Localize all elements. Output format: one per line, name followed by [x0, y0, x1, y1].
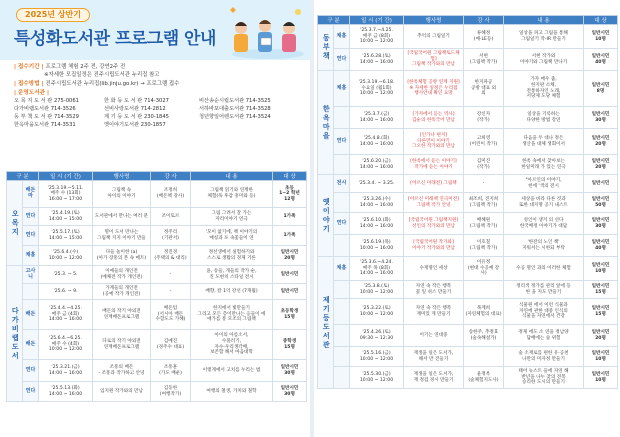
table-row	[7, 300, 307, 330]
table-row	[318, 49, 618, 71]
col-header-lecturer: 강 사	[464, 16, 504, 25]
table-row	[318, 107, 618, 129]
library-type-cell: 채흠	[334, 25, 350, 49]
table-row	[318, 299, 618, 325]
content-cell: 한옥 속에서 찾아보는 한일미래 가 있는 연극	[504, 155, 584, 175]
title-cell: [어르신 미래책 연극미전] 그림책 작가 안녕	[404, 193, 464, 213]
library-item: 비산송순시립도서관 714-3525	[199, 98, 271, 104]
content-cell: "아르인의 이야기, 헌에 '색의 전시	[504, 175, 584, 193]
date-cell: '25.3.19.~6.18. 수요일 (월1회) 10:00 ~ 12:00	[350, 71, 404, 107]
page-title: 특성화도서관 프로그램 안내	[14, 29, 216, 49]
target-cell: 일반시민 20명	[584, 155, 618, 175]
library-type-cell	[334, 155, 350, 175]
library-type-cell: 채흠	[334, 257, 350, 281]
date-cell: '25.3.6.~4.24. 매주 목 (8회) 14:00 ~ 16:00	[350, 257, 404, 281]
title-cell: 도서관에서 만나는 여러 분	[93, 208, 151, 226]
library-item: 선비사랑도서관 714-2812	[104, 106, 166, 112]
target-cell: 일반시민	[273, 284, 307, 300]
table-row	[318, 367, 618, 389]
date-cell: '25.6.4.~6.25. 매주 수 (4회) 10:00 ~ 12:00	[39, 330, 93, 360]
registration-period-heading: | 접수기간 | 프로그램 체험 2주 전, 강연2주 전	[14, 64, 126, 70]
table-row	[7, 226, 307, 246]
table-row	[318, 235, 618, 257]
date-cell: '25.3.21.(금) 14:00 ~ 16:00	[39, 360, 93, 382]
lecturer-cell: 이호칠 (그림책 작가)	[464, 235, 504, 257]
category-cell: 한옥마을	[318, 71, 334, 175]
title-cell: 조흥의 배돈 - 조흥과 작가하고 안녕	[93, 360, 151, 382]
content-cell: '모이 없기에, 책 이야기의 매칭과 포 속꽃들이 연	[191, 226, 273, 246]
table-row	[318, 155, 618, 175]
date-cell: '25.4.19.(토) 14:00 ~ 15:00	[39, 208, 93, 226]
library-type-cell	[334, 235, 350, 257]
title-cell: 자연 속 작은 행복 재미있 게 만들기	[404, 299, 464, 325]
lecturer-cell: 서현 (그림책 작가)	[464, 49, 504, 71]
table-row	[318, 25, 618, 49]
info-section	[14, 62, 304, 129]
library-type-cell	[23, 284, 39, 300]
date-cell: '25.4.4.~4.25. 매주 금 (4회) 14:00 ~ 16:00	[39, 300, 93, 330]
library-type-cell: 고사니	[23, 266, 39, 284]
table-row	[318, 257, 618, 281]
library-type-cell: 전시	[334, 175, 350, 193]
table-row	[318, 213, 618, 235]
library-type-cell: 연다	[23, 382, 39, 402]
col-header-lecturer: 강 사	[151, 172, 191, 181]
content-cell: 이렇게에서 고치를 누리는 법	[191, 360, 273, 382]
target-cell: 일반시민 30명	[273, 360, 307, 382]
table-row	[7, 284, 307, 300]
target-cell: 일반시민 15명	[584, 281, 618, 299]
content-cell: 여행의 철생, 가치와 철학	[191, 382, 273, 402]
date-cell: '25.6.28.(토) 14:00 ~ 16:00	[350, 49, 404, 71]
table-row	[318, 71, 618, 107]
table-row	[318, 347, 618, 367]
lecturer-cell: 한지파공 공방 대표 외 외	[464, 71, 504, 107]
title-cell: 배돈의 작기 야외전 연계배돈프로그램	[93, 300, 151, 330]
target-cell: 일반시민 20명	[273, 246, 307, 266]
lecturer-cell: 송한주, 추정효 (숲속해설가)	[464, 325, 504, 347]
target-cell: 초등 1~2 학년 12명	[273, 181, 307, 208]
col-header-content: 내 용	[504, 16, 584, 25]
lecturer-cell: 류혜정 (예·LE등)	[464, 25, 504, 49]
lecturer-cell: 정진경 (주택의 & 대리)	[151, 246, 191, 266]
library-item	[199, 121, 304, 129]
lecturer-cell: -	[464, 175, 504, 193]
library-type-cell	[334, 107, 350, 129]
content-cell: 세상을 바라 다른 것과 또한 대지명 공기 내스트	[504, 193, 584, 213]
library-type-cell	[334, 325, 350, 347]
title-cell: [한옥체험 공방 연계 지원] ※ 자세한 일정은 누리집 행사안내 확인 요망	[404, 71, 464, 107]
content-cell: '한잔의 노인 책' 지워서는 시한되 부탁	[504, 235, 584, 257]
target-cell: 일반시민 10명	[584, 257, 618, 281]
lecturer-cell: -	[151, 266, 191, 284]
library-type-cell: 배돈	[23, 300, 39, 330]
left-program-table	[6, 171, 307, 402]
title-cell: [한옥에서 듣는 이야기] 작가에 듣는 이야기	[404, 155, 464, 175]
content-cell: 성인이 생겨 의 선다 한국배정 이야기가 대담	[504, 213, 584, 235]
content-cell: 그림 그려서 잘 가는 자리이야기 연극	[191, 208, 273, 226]
registration-note: ※자세한 모집일정은 진주시립도서관 누리집 참고	[44, 72, 160, 78]
table-row	[7, 266, 307, 284]
library-item: 오 목 지 도 서 관 275-0061	[14, 98, 79, 104]
library-type-cell: 연다	[23, 208, 39, 226]
library-type-cell: 채흠	[23, 246, 39, 266]
content-cell: 가자 매우 줌, 한지판 소채, 전통하자인 노래, 서당제 도당 체험	[504, 71, 584, 107]
lecturer-cell: 배돈텀 (서시아 배돈 수할도도 가혜)	[151, 300, 191, 330]
date-cell: '25.3. ~ 5.	[39, 266, 93, 284]
title-cell: 추억의 그림일기	[404, 25, 464, 49]
col-header-target: 대 상	[584, 16, 618, 25]
right-page	[314, 0, 620, 437]
table-row	[7, 360, 307, 382]
library-type-cell: 연다	[334, 49, 350, 71]
content-cell: 태어 뉴스트 들에 자연 해 반년을 나누 찾의 전복 승리한 도시의 만들기	[504, 367, 584, 389]
category-cell: 다가비랩도서	[7, 266, 23, 402]
date-cell: '25.3.8.(토) 10:00 ~ 12:00	[350, 281, 404, 299]
table-row	[318, 175, 618, 193]
lecturer-cell: 김예진 (경주수 대표)	[151, 330, 191, 360]
title-cell: 가계들의 개인전 (공예 작가 개인전)	[93, 284, 151, 300]
date-cell: '25.6.19.(목) 10:00 ~ 16:00	[350, 235, 404, 257]
table-row	[7, 246, 307, 266]
content-cell: 다음을 두 대나 정은 생산을 대체 생회이서	[504, 129, 584, 155]
table-row	[7, 382, 307, 402]
title-cell: [어르신 미래전] 그림책	[404, 175, 464, 193]
library-type-cell	[334, 299, 350, 325]
content-cell: 정리색 정가를 관리 앞에 등 한 을 지도 만들기	[504, 281, 584, 299]
lecturer-cell: -	[151, 284, 191, 300]
date-cell: '25.3.7.~4.25. 매주 금 (8회) 10:00 ~ 12:00	[350, 25, 404, 49]
lecturer-cell: 고희영 (어린이 작가)	[464, 129, 504, 155]
target-cell: 일반시민 15명	[584, 299, 618, 325]
lecturer-cell	[464, 347, 504, 367]
date-cell: '25.6.20.(금) 14:00 ~ 16:00	[350, 155, 404, 175]
library-type-cell	[334, 367, 350, 389]
title-cell: [국립국어원 작가와] 이야기 작가와의 만남	[404, 235, 464, 257]
col-header-title: 행사명	[404, 16, 464, 25]
library-type-cell: 연다	[23, 360, 39, 382]
category-cell: 오목지	[7, 181, 23, 266]
library-item: 동 부 책 도 서 관 714-3529	[14, 114, 79, 120]
season-badge: 2025년 상반기	[16, 8, 90, 22]
date-cell: '25.5.17.(토) 14:00 ~ 15:00	[39, 226, 93, 246]
target-cell: 일반시민 10명	[584, 367, 618, 389]
col-header-content: 내 용	[191, 172, 273, 181]
table-row	[7, 208, 307, 226]
registration-method-heading: | 접수방법 | 진주시립도서관 누리집(lib.jinju.go.kr) → 프로그램 접수	[14, 81, 180, 87]
content-cell: 아이의 아름소서, 수플러기, 자수-우리생각배, 보존함 해서 마음대학	[191, 330, 273, 360]
library-item: 한옥마을도서관 714-3531	[14, 122, 76, 128]
category-cell: 제기등도서관	[318, 257, 334, 389]
table-row	[318, 325, 618, 347]
content-cell: 일상을 기록하는 다양한 방법 강연	[504, 107, 584, 129]
content-cell: 식물원 에서 이런 식물과 자연에 관한 대중 인식의 식물을 자연에서 건강	[504, 299, 584, 325]
lecturer-cell: 김미진 (작가)	[464, 155, 504, 175]
title-cell: [국립국어원 그림책토드체험] 그림책 작가와의 만남	[404, 49, 464, 71]
table-row	[318, 129, 618, 155]
target-cell: 일반시민	[584, 175, 618, 193]
title-cell: 다들 놀이한 (a) (아가 장흥의 본 속 메트)	[93, 246, 151, 266]
library-item: 제 기 등 도 서 관 230-1845	[104, 114, 169, 120]
target-cell: 일반시민 30명	[584, 107, 618, 129]
lecturer-cell: 조이토르	[151, 208, 191, 226]
header-banner	[0, 0, 310, 60]
title-cell: 임지원 작가와의 만남	[93, 382, 151, 402]
target-cell: 일반시민 8명	[584, 71, 618, 107]
date-cell: '25.6. ~ 9.	[39, 284, 93, 300]
library-type-cell: 배돈마	[23, 181, 39, 208]
title-cell: 다로의 작기 야외전 연계배돈프로그램	[93, 330, 151, 360]
library-item: 청년향일어렌도서관 714-3524	[199, 114, 271, 120]
lecturer-cell: 강신자 (작가)	[464, 107, 504, 129]
right-program-table	[317, 15, 618, 389]
date-cell: '25.4.8.(화) 14:00 ~ 16:00	[350, 129, 404, 155]
lecturer-cell: 정주리 (기관서)	[151, 226, 191, 246]
lecturer-cell: 김동한 (여행작가)	[151, 382, 191, 402]
date-cell: '25.4.26.(토) 09:30 ~ 12:30	[350, 325, 404, 347]
title-cell: [국립국어원 그림책지원] 선인의 작가와의 만남	[404, 213, 464, 235]
category-cell: 동부책	[318, 25, 334, 71]
library-item: 옛이야기도서관 230-1857	[104, 122, 166, 128]
title-cell: [인가나 편지] 다른민이 이야기 그오한 작가와의 만남	[404, 129, 464, 155]
date-cell: '25.3.19.~5.11. 매주 수 (13회) 16:00 ~ 17:00	[39, 181, 93, 208]
target-cell: 일반시민 20명	[584, 325, 618, 347]
lecturer-cell: 목계희 (자연체험의 대표)	[464, 299, 504, 325]
title-cell: 재생을 일은 도서가, 재 정겁 경시 만들기	[404, 367, 464, 389]
content-cell: 윤, 송들, 개들의 작가 순, 진 도현치 스타일 전시	[191, 266, 273, 284]
date-cell: '25.6.4.(수) 10:00 ~ 12:00	[39, 246, 93, 266]
library-item: 다가비랩도서관 714-3526	[14, 106, 76, 112]
library-item: 서하바포대출도서관 714-3528	[199, 106, 271, 112]
target-cell: 일반시민 50명	[584, 193, 618, 213]
title-cell: 어기는 연대중	[404, 325, 464, 347]
date-cell: '25.6.10.(화) 14:00 ~ 16:00	[350, 213, 404, 235]
title-cell: 그림책 속 아이의 이야기	[93, 181, 151, 208]
date-cell: '25.3.4. ~ 3.25.	[350, 175, 404, 193]
people-reading-illustration	[228, 4, 306, 60]
lecturer-cell	[464, 281, 504, 299]
target-cell: 일반시민	[273, 266, 307, 284]
col-header-category: 구 분	[318, 16, 350, 25]
library-type-cell	[334, 347, 350, 367]
library-list	[14, 97, 304, 129]
library-type-cell: 배돈	[23, 330, 39, 360]
target-cell: 일반시민 40명	[584, 235, 618, 257]
library-type-cell: 채흠	[334, 71, 350, 107]
lecturer-cell: 조흥훈 (가도 배운)	[151, 360, 191, 382]
title-cell: 자연 속 작은 행복 꽃 잎 쉬스 만들기	[404, 281, 464, 299]
table-row	[318, 193, 618, 213]
date-cell: '25.5.16.(금) 10:00 ~ 12:00	[350, 347, 404, 367]
target-cell: 1가족	[273, 208, 307, 226]
content-cell: 서현 작가와 이야기와 그림책 만나기	[504, 49, 584, 71]
library-type-cell: 연다	[23, 226, 39, 246]
target-cell: 일반시민 40명	[584, 49, 618, 71]
lecturer-cell: 윤정옥 (숲체험지도사)	[464, 367, 504, 389]
library-type-cell: 연다	[334, 213, 350, 235]
title-cell: 재생을 일은 도서가, 해서 만 진들기	[404, 347, 464, 367]
title-cell: 이예들의 개인전 (예체전 작가 개인전)	[93, 266, 151, 284]
library-item: 한 화 등 도 서 관 714-3027	[104, 98, 169, 104]
target-cell: 중학생 15명	[273, 330, 307, 360]
title-cell: 명이 도서 만나는 그림책 지지 이야기 만들	[93, 226, 151, 246]
col-header-date: 일 시 (기 간)	[39, 172, 93, 181]
content-cell: 그림책 읽기와 연계한 체험(독 후감 흥미와 등)	[191, 181, 273, 208]
date-cell: '25.3.22.(토) 10:00 ~ 12:00	[350, 299, 404, 325]
category-cell: 옛이야기	[318, 175, 334, 257]
date-cell: '25.3.26.(수) 14:00 ~ 16:00	[350, 193, 404, 213]
library-type-cell	[334, 281, 350, 299]
library-type-cell: 연다	[334, 129, 350, 155]
content-cell: 한지에서 빛만들기 그리고 모든 층이만나는 응들이 에 애가를 통 모조의 그림책	[191, 300, 273, 330]
content-cell: 숲 소재로를 편한 유·공천 나만의 미자정 만들기	[504, 347, 584, 367]
content-cell: 수공 명인 과의 이러한 체험	[504, 257, 584, 281]
content-cell: 정제 에도 소 연을 정남양 답배에는 숲 위험	[504, 325, 584, 347]
lecturer-cell: 이유정 (현대 수공예 강사)	[464, 257, 504, 281]
target-cell: 1가족	[273, 226, 307, 246]
title-cell: 수재명인 세상	[404, 257, 464, 281]
col-header-category: 구 분	[7, 172, 39, 181]
target-cell: 일반시민 30명	[273, 382, 307, 402]
date-cell: '25.3.7.(금) 14:00 ~ 16:00	[350, 107, 404, 129]
table-row	[318, 281, 618, 299]
table-row	[7, 330, 307, 360]
lecturer-cell: 조정희 (배돈책 강사)	[151, 181, 191, 208]
target-cell: 일반시민 10명	[584, 347, 618, 367]
target-cell: 일반시민 30명	[584, 213, 618, 235]
lecturer-cell: 배혜원 (그림책 작가)	[464, 213, 504, 235]
col-header-target: 대 상	[273, 172, 307, 181]
lecturer-cell: 최조희, 진지희 (그림책 작가)	[464, 193, 504, 213]
date-cell: '25.5.30.(금) 10:00 ~ 12:00	[350, 367, 404, 389]
content-cell: 정선생에서 실험하기와 스스로 생활의 경제 기른	[191, 246, 273, 266]
target-cell: 일반시민 10명	[584, 25, 618, 49]
col-header-title: 행사명	[93, 172, 151, 181]
content-cell: 배향, 칼 1억 강선 (7개월)	[191, 284, 273, 300]
target-cell: 초등학생 15명	[273, 300, 307, 330]
date-cell: '25.5.13.(화) 14:00 ~ 16:00	[39, 382, 93, 402]
title-cell: [가자에서 듣는 역사] 김순의 한옥국어 만남	[404, 107, 464, 129]
table-row	[7, 181, 307, 208]
target-cell: 일반시민 20명	[584, 129, 618, 155]
content-cell: 일상을 펴고 그림을 통해 그림일기 작-IR 만들기	[504, 25, 584, 49]
library-type-cell	[334, 193, 350, 213]
col-header-date: 일 시 (기 간)	[350, 16, 404, 25]
libraries-heading: | 운영도서관 |	[14, 90, 49, 96]
